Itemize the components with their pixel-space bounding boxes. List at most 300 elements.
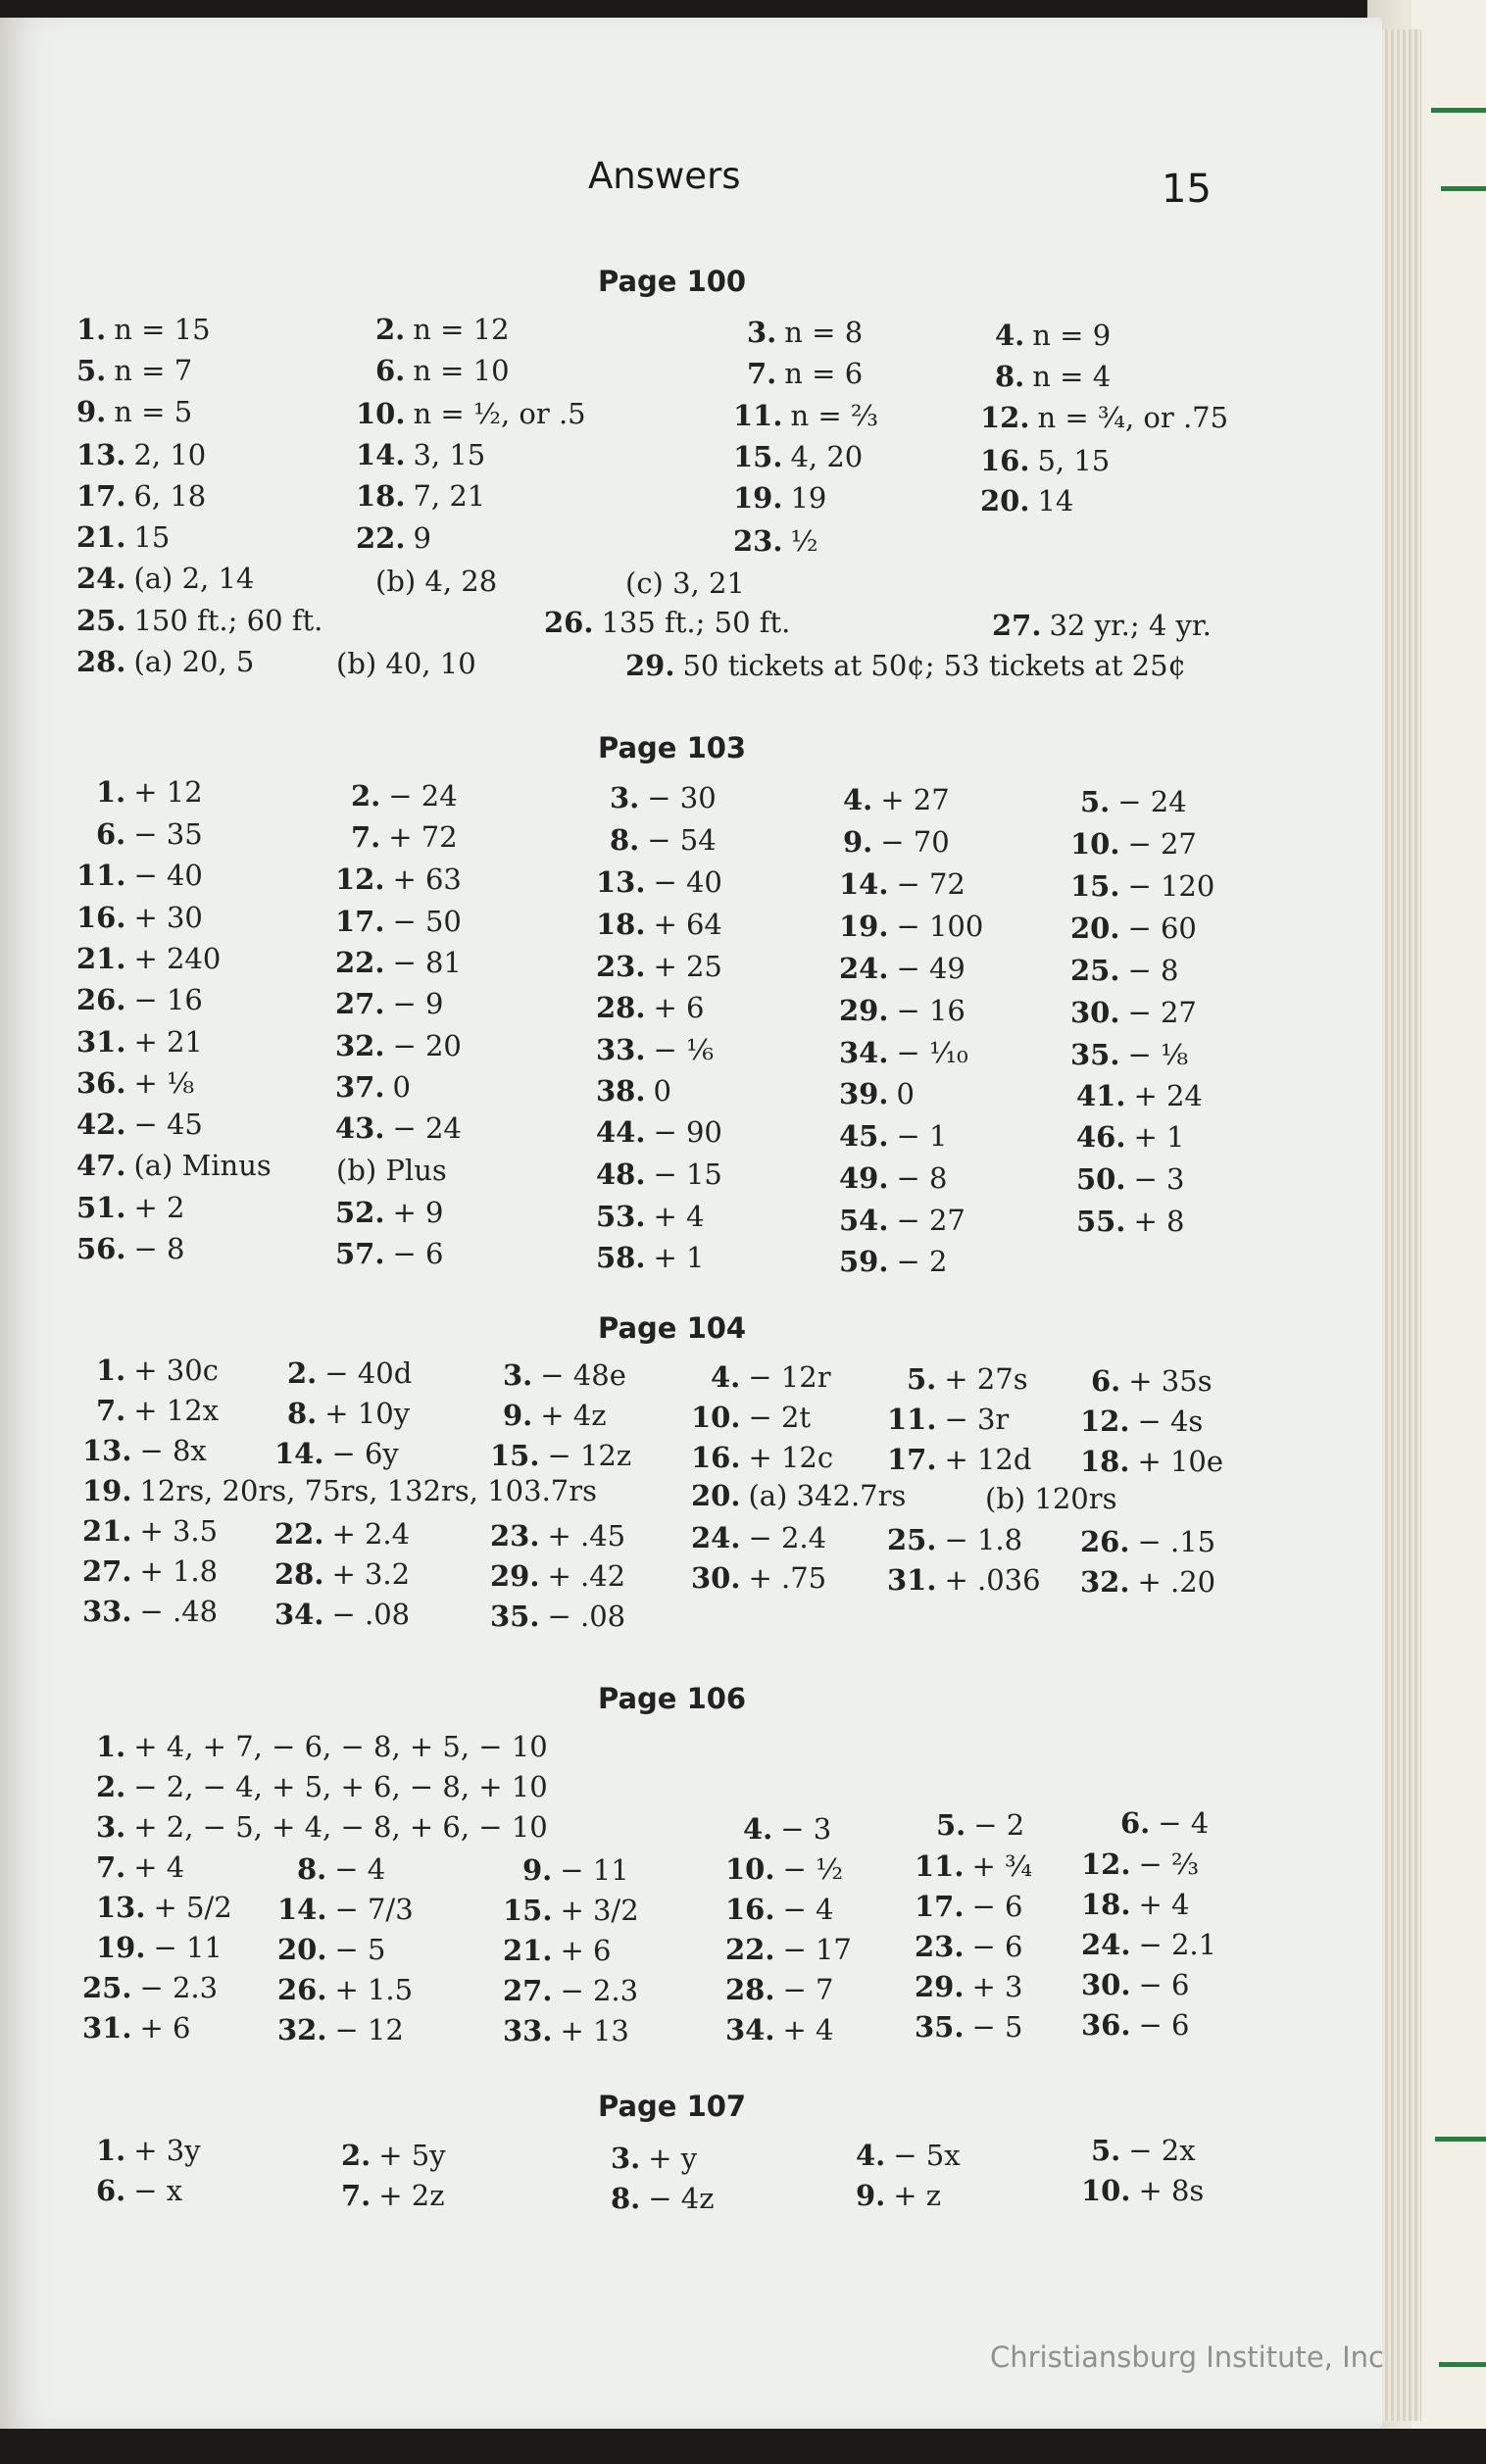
- answer-item: [1080, 1525, 1216, 1558]
- answer-item: [1091, 2134, 1196, 2167]
- answer-item: [341, 2179, 445, 2212]
- answer-text: + 4: [782, 2013, 834, 2046]
- answer-item: [96, 2174, 183, 2207]
- answer-number: 21.: [76, 520, 126, 554]
- answer-number: 25.: [887, 1523, 937, 1556]
- answer-text: − 48e: [540, 1358, 626, 1392]
- answer-number: 53.: [596, 1200, 646, 1233]
- answer-number: 16.: [76, 901, 126, 934]
- answer-item: [274, 1437, 399, 1470]
- answer-number: 37.: [335, 1070, 385, 1104]
- answer-text: − 8: [896, 1161, 948, 1195]
- answer-item: [1081, 2174, 1205, 2207]
- answer-text: − 70: [880, 825, 950, 859]
- answer-number: 16.: [691, 1441, 741, 1474]
- answer-item: [335, 862, 462, 896]
- answer-item: [1091, 1364, 1213, 1398]
- answer-number: 51.: [76, 1191, 126, 1224]
- answer-number: 13.: [96, 1891, 146, 1924]
- answer-number: 2.: [351, 779, 381, 813]
- answer-number: 2.: [375, 313, 406, 346]
- answer-text: − 120: [1127, 869, 1215, 903]
- answer-text: − 4: [782, 1893, 834, 1926]
- answer-item: [995, 321, 1111, 350]
- answer-number: 13.: [82, 1434, 132, 1467]
- answer-number: 7.: [351, 820, 381, 854]
- answer-number: 7.: [341, 2179, 372, 2212]
- answer-number: 30.: [1070, 996, 1120, 1029]
- answer-number: 11.: [76, 859, 126, 892]
- answer-text: 19: [790, 481, 827, 515]
- answer-text: + 5y: [378, 2139, 446, 2172]
- answer-number: 18.: [356, 479, 406, 513]
- answer-number: 6.: [375, 354, 406, 387]
- answer-item: [1076, 1079, 1203, 1112]
- answer-text: − 5: [334, 1933, 386, 1966]
- answer-item: [76, 942, 222, 975]
- answer-number: 8.: [611, 2182, 641, 2215]
- answer-item: [96, 775, 203, 809]
- answer-number: 7.: [747, 357, 777, 390]
- answer-text: + 8: [1133, 1205, 1185, 1238]
- answer-number: 10.: [1070, 827, 1120, 861]
- answer-number: 19.: [733, 481, 783, 515]
- answer-item: [96, 817, 203, 851]
- section-title-page-104: Page 104: [598, 1311, 747, 1345]
- answer-text: n = ¾, or .75: [1037, 401, 1229, 434]
- answer-text: n = 12: [413, 313, 510, 346]
- answer-number: 13.: [596, 865, 646, 899]
- answer-text: + 72: [388, 820, 458, 854]
- answer-text: − 2.4: [748, 1521, 827, 1554]
- answer-text: + 27s: [944, 1362, 1028, 1396]
- answer-number: 29.: [915, 1970, 965, 2003]
- answer-text: (a) 20, 5: [133, 645, 255, 678]
- answer-number: 59.: [839, 1245, 889, 1278]
- answer-text: − ⅒: [896, 1036, 968, 1069]
- answer-number: 4.: [856, 2139, 886, 2172]
- answer-text: + 240: [133, 942, 222, 975]
- answer-item: [691, 1441, 834, 1474]
- watermark: Christiansburg Institute, Inc: [990, 2341, 1384, 2374]
- answer-number: 6.: [1120, 1806, 1151, 1840]
- answer-text: (b) Plus: [336, 1154, 447, 1187]
- answer-number: 32.: [1080, 1565, 1130, 1599]
- answer-text: + 30c: [133, 1354, 219, 1387]
- answer-item: [503, 1358, 626, 1392]
- answer-text: − ⅙: [653, 1033, 715, 1066]
- answer-text: n = 8: [784, 316, 864, 349]
- answer-text: + 3/2: [560, 1894, 639, 1927]
- answer-text: − 40d: [324, 1356, 413, 1390]
- page-title: Answers: [588, 155, 741, 197]
- answer-text: + 2: [133, 1191, 185, 1224]
- answer-number: 10.: [691, 1401, 741, 1434]
- answer-text: − .08: [331, 1598, 411, 1631]
- answer-text: − 2.3: [560, 1974, 639, 2007]
- answer-number: 30.: [1081, 1968, 1131, 2001]
- answer-item: [503, 1399, 607, 1432]
- answer-item: [915, 1890, 1023, 1923]
- answer-item: [335, 987, 444, 1020]
- answer-text: + 21: [133, 1025, 203, 1059]
- answer-text: 5, 15: [1037, 444, 1111, 477]
- answer-number: 21.: [76, 942, 126, 975]
- answer-item: [277, 1893, 414, 1926]
- answer-text: + .42: [547, 1559, 626, 1593]
- answer-item: [503, 1894, 639, 1927]
- answer-number: 34.: [274, 1598, 324, 1631]
- answer-text: − .08: [547, 1600, 626, 1633]
- answer-item: [843, 783, 950, 816]
- answer-text: − 24: [392, 1111, 462, 1145]
- answer-text: − 81: [392, 946, 462, 979]
- answer-text: − 2t: [748, 1401, 812, 1434]
- answer-item: [915, 2010, 1023, 2044]
- answer-text: − .15: [1137, 1525, 1216, 1558]
- answer-text: 0: [896, 1077, 915, 1110]
- answer-item: [691, 1479, 907, 1512]
- answer-number: 3.: [610, 781, 640, 814]
- answer-number: 8.: [610, 823, 640, 857]
- answer-item: [96, 1770, 548, 1803]
- answer-item: [82, 1474, 598, 1507]
- cover-green-line: [1441, 186, 1486, 191]
- answer-number: 28.: [76, 645, 126, 678]
- answer-text: − 12r: [748, 1360, 831, 1394]
- answer-number: 32.: [335, 1029, 385, 1062]
- answer-item: [76, 1149, 272, 1182]
- answer-item: [274, 1557, 411, 1591]
- answer-text: − 2.3: [139, 1971, 219, 2004]
- answer-text: − 17: [782, 1933, 852, 1966]
- answer-text: − 6: [971, 1890, 1023, 1923]
- answer-text: + 12: [133, 775, 203, 809]
- answer-item: [96, 1891, 232, 1924]
- answer-item: [907, 1362, 1028, 1396]
- answer-number: 25.: [76, 604, 126, 637]
- answer-number: 16.: [725, 1893, 775, 1926]
- answer-text: − 9: [392, 987, 444, 1020]
- answer-item: [915, 1930, 1023, 1963]
- cover-green-line: [1431, 108, 1486, 113]
- answer-text: − 6: [1138, 2008, 1190, 2042]
- answer-item: [96, 1730, 548, 1763]
- answer-text: 32 yr.; 4 yr.: [1049, 609, 1212, 642]
- answer-item: [490, 1602, 625, 1631]
- answer-text: − 16: [133, 983, 203, 1016]
- answer-text: + .036: [944, 1563, 1041, 1597]
- answer-text: + 1.8: [139, 1554, 219, 1588]
- answer-text: 50 tickets at 50¢; 53 tickets at 25¢: [682, 649, 1187, 682]
- answer-number: 27.: [992, 609, 1042, 642]
- answer-item: [76, 438, 207, 471]
- answer-text: − 5: [971, 2010, 1023, 2044]
- answer-number: 33.: [596, 1033, 646, 1066]
- answer-number: 30.: [691, 1561, 741, 1595]
- answer-number: 9.: [522, 1853, 553, 1887]
- answer-number: 11.: [915, 1849, 965, 1883]
- answer-text: − 5x: [893, 2139, 961, 2172]
- answer-number: 20.: [691, 1479, 741, 1512]
- answer-number: 36.: [1081, 2008, 1131, 2042]
- answer-item: [490, 1439, 632, 1472]
- answer-number: 2.: [341, 2139, 372, 2172]
- answer-item: [277, 2013, 404, 2046]
- answer-item: [743, 1812, 832, 1846]
- answer-text: + .20: [1137, 1565, 1216, 1599]
- answer-number: 28.: [274, 1557, 324, 1591]
- answer-number: 24.: [76, 562, 126, 595]
- answer-item: [522, 1853, 629, 1887]
- answer-number: 20.: [277, 1933, 327, 1966]
- answer-text: n = 15: [114, 313, 211, 346]
- answer-number: 27.: [82, 1554, 132, 1588]
- answer-item: [1081, 1968, 1190, 2001]
- answer-item: [610, 781, 717, 814]
- answer-text: (a) Minus: [133, 1149, 272, 1182]
- answer-item: [980, 401, 1229, 434]
- answer-text: (b) 120rs: [985, 1482, 1117, 1515]
- answer-item: [839, 1036, 968, 1069]
- answer-item: [351, 779, 458, 813]
- answer-text: − 16: [896, 994, 966, 1027]
- answer-text: + 12x: [133, 1394, 220, 1427]
- answer-number: 19.: [82, 1474, 132, 1507]
- answer-number: 1.: [96, 1730, 126, 1763]
- answer-number: 12.: [335, 862, 385, 896]
- answer-number: 8.: [297, 1852, 327, 1886]
- answer-item: [76, 1191, 185, 1224]
- answer-item: [503, 2014, 629, 2047]
- answer-item: [356, 438, 486, 471]
- answer-item: [503, 1934, 612, 1967]
- answer-text: + 1: [653, 1241, 705, 1274]
- answer-item: [733, 481, 827, 515]
- answer-item: [1081, 1928, 1217, 1961]
- answer-text: − 8x: [139, 1434, 207, 1467]
- answer-number: 29.: [625, 649, 675, 682]
- answer-item: [625, 649, 1187, 682]
- answer-item: [503, 1974, 639, 2007]
- answer-item: [1070, 827, 1197, 861]
- answer-number: 55.: [1076, 1205, 1126, 1238]
- answer-item: [335, 946, 462, 979]
- answer-number: 23.: [596, 950, 646, 983]
- answer-item: [375, 313, 510, 346]
- answer-text: + 12d: [944, 1443, 1032, 1476]
- answer-number: 33.: [82, 1595, 132, 1628]
- answer-text: + 2.4: [331, 1517, 411, 1551]
- answer-item: [335, 1070, 411, 1104]
- answer-text: + 8s: [1138, 2174, 1205, 2207]
- answer-number: 50.: [1076, 1162, 1126, 1196]
- answer-text: − 12: [334, 2013, 404, 2046]
- answer-item: [274, 1517, 411, 1551]
- answer-item: [733, 399, 878, 432]
- answer-text: − 2x: [1128, 2134, 1196, 2167]
- answer-number: 3.: [747, 316, 777, 349]
- answer-number: 33.: [503, 2014, 553, 2047]
- answer-text: + 4: [1138, 1888, 1190, 1921]
- answer-number: 12.: [1081, 1848, 1131, 1881]
- answer-number: 27.: [503, 1974, 553, 2007]
- answer-item: [839, 867, 966, 901]
- answer-item: [274, 1598, 411, 1631]
- answer-text: n = ½, or .5: [413, 397, 586, 430]
- answer-text: + 4, + 7, − 6, − 8, + 5, − 10: [133, 1730, 548, 1763]
- answer-item: [733, 524, 818, 558]
- answer-number: 17.: [887, 1443, 937, 1476]
- answer-number: 35.: [490, 1600, 540, 1633]
- answer-number: 31.: [76, 1025, 126, 1059]
- answer-number: 29.: [839, 994, 889, 1027]
- answer-text: − 7: [782, 1973, 834, 2006]
- answer-number: 4.: [711, 1360, 741, 1394]
- answer-number: 26.: [1080, 1525, 1130, 1558]
- answer-item: [725, 1933, 852, 1966]
- answer-item: [335, 1237, 444, 1270]
- answer-item: [725, 1893, 834, 1926]
- answer-number: 14.: [274, 1437, 324, 1470]
- answer-item: [82, 1434, 207, 1467]
- bottom-shadow: [0, 2429, 1486, 2464]
- answer-number: 5.: [76, 354, 107, 387]
- answer-number: 15.: [1070, 869, 1120, 903]
- answer-text: − 8: [133, 1232, 185, 1265]
- answer-number: 49.: [839, 1161, 889, 1195]
- answer-number: 24.: [691, 1521, 741, 1554]
- answer-number: 28.: [596, 991, 646, 1024]
- answer-text: − 4: [1158, 1806, 1210, 1840]
- section-title-page-106: Page 106: [598, 1682, 747, 1715]
- answer-text: n = ⅔: [790, 399, 878, 432]
- answer-number: 26.: [277, 1973, 327, 2006]
- answer-number: 3.: [503, 1358, 533, 1392]
- answer-text: (b) 40, 10: [336, 647, 476, 680]
- answer-text: 135 ft.; 50 ft.: [601, 606, 791, 639]
- answer-number: 48.: [596, 1158, 646, 1191]
- answer-number: 35.: [915, 2010, 965, 2044]
- answer-number: 19.: [839, 910, 889, 943]
- answer-text: (b) 4, 28: [375, 565, 498, 598]
- answer-item: [839, 952, 966, 985]
- answer-item: [915, 1849, 1033, 1883]
- answer-item: [1080, 1404, 1204, 1438]
- answer-text: + 4: [653, 1200, 705, 1233]
- answer-number: 23.: [915, 1930, 965, 1963]
- answer-number: 12.: [980, 401, 1030, 434]
- answer-number: 34.: [839, 1036, 889, 1069]
- answer-text: n = 10: [413, 354, 510, 387]
- answer-item: [1070, 914, 1197, 943]
- answer-text: − 60: [1127, 912, 1197, 945]
- answer-text: − 20: [392, 1029, 462, 1062]
- answer-text: − 15: [653, 1158, 722, 1191]
- answer-text: − 6: [392, 1237, 444, 1270]
- answer-text: − 7/3: [334, 1893, 414, 1926]
- answer-item: [287, 1356, 413, 1390]
- answer-number: 43.: [335, 1111, 385, 1145]
- answer-item: [691, 1401, 812, 1434]
- answer-number: 8.: [287, 1397, 318, 1430]
- answer-item: [1081, 1850, 1199, 1879]
- answer-text: + 30: [133, 901, 203, 934]
- answer-text: + .75: [748, 1561, 827, 1595]
- answer-text: 12rs, 20rs, 75rs, 132rs, 103.7rs: [139, 1474, 598, 1507]
- answer-item: [336, 647, 476, 680]
- answer-text: n = 7: [114, 354, 193, 387]
- answer-item: [336, 1154, 447, 1187]
- answer-text: − 49: [896, 952, 966, 985]
- answer-text: + 6: [653, 991, 705, 1024]
- answer-item: [76, 645, 255, 678]
- answer-number: 58.: [596, 1241, 646, 1274]
- section-title-page-100: Page 100: [598, 265, 747, 298]
- answer-item: [1070, 954, 1179, 987]
- answer-item: [277, 1933, 386, 1966]
- answer-text: − 45: [133, 1108, 203, 1141]
- answer-item: [611, 2144, 697, 2173]
- answer-text: + 1.5: [334, 1973, 414, 2006]
- answer-item: [856, 2179, 942, 2212]
- answer-number: 22.: [335, 946, 385, 979]
- answer-item: [980, 484, 1074, 517]
- answer-text: − 50: [392, 905, 462, 938]
- answer-item: [596, 1033, 715, 1066]
- answer-number: 36.: [76, 1066, 126, 1100]
- answer-text: − 100: [896, 910, 984, 943]
- answer-item: [351, 820, 458, 854]
- answer-number: 11.: [887, 1403, 937, 1436]
- answer-text: + y: [648, 2142, 698, 2175]
- answer-text: + 10y: [324, 1397, 411, 1430]
- answer-item: [82, 2011, 191, 2045]
- answer-text: + 2, − 5, + 4, − 8, + 6, − 10: [133, 1810, 548, 1844]
- answer-item: [544, 606, 791, 639]
- answer-number: 18.: [1081, 1888, 1131, 1921]
- answer-number: 56.: [76, 1232, 126, 1265]
- answer-number: 14.: [356, 438, 406, 471]
- answer-item: [287, 1397, 411, 1430]
- answer-text: + 6: [139, 2011, 191, 2045]
- answer-number: 44.: [596, 1115, 646, 1149]
- answer-text: − 35: [133, 817, 203, 851]
- answer-item: [76, 604, 323, 637]
- answer-item: [96, 1931, 223, 1964]
- answer-item: [76, 859, 203, 892]
- answer-text: − 90: [653, 1115, 722, 1149]
- answer-item: [96, 1810, 548, 1844]
- answer-text: + ¾: [971, 1849, 1033, 1883]
- answer-number: 10.: [725, 1852, 775, 1886]
- answer-text: − 24: [1117, 785, 1187, 818]
- answer-number: 9.: [856, 2179, 886, 2212]
- answer-item: [596, 950, 722, 983]
- answer-number: 22.: [274, 1517, 324, 1551]
- answer-item: [297, 1852, 386, 1886]
- answer-text: − 40: [653, 865, 722, 899]
- answer-number: 1.: [96, 775, 126, 809]
- answer-item: [992, 609, 1212, 642]
- answer-item: [596, 1074, 671, 1108]
- answer-text: − .48: [139, 1595, 219, 1628]
- answer-text: − 1: [896, 1119, 948, 1153]
- answer-text: − 11: [560, 1853, 629, 1887]
- answer-text: (c) 3, 21: [625, 567, 745, 600]
- answer-text: − 6: [971, 1930, 1023, 1963]
- answer-item: [596, 1160, 722, 1189]
